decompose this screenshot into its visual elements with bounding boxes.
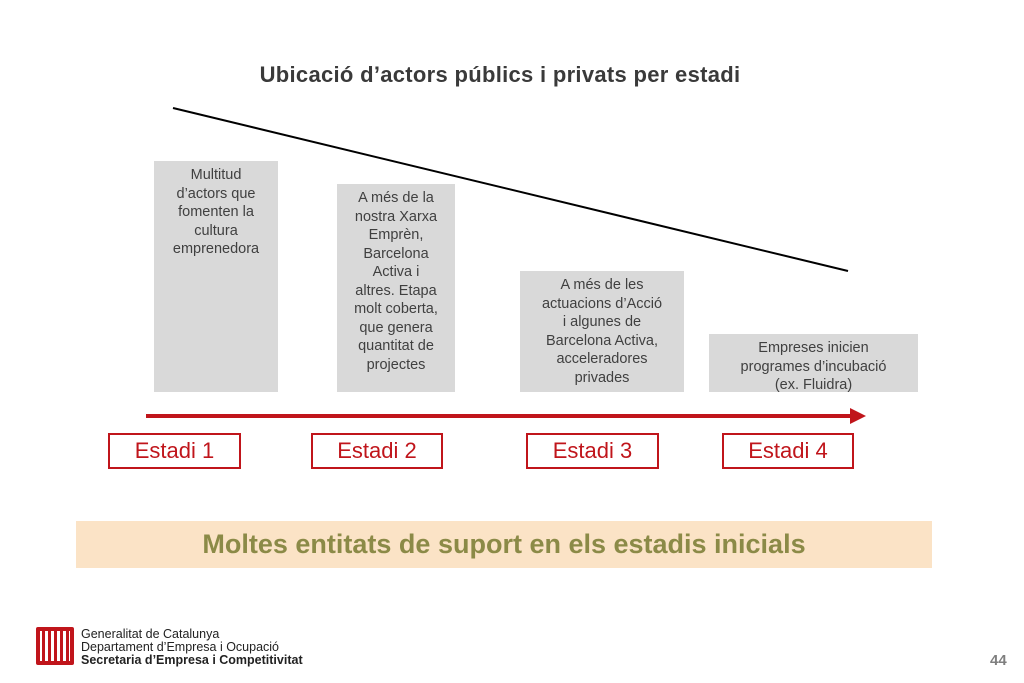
stage-2-box: A més de la nostra Xarxa Emprèn, Barcelona Activa i altres. Etapa molt coberta, que genera quantitat de projectes bbox=[337, 184, 455, 392]
timeline-arrow-head bbox=[850, 408, 866, 424]
org-name: Generalitat de Catalunya bbox=[81, 627, 220, 641]
department-name: Departament d’Empresa i Ocupació bbox=[81, 640, 280, 654]
stage-3-label: Estadi 3 bbox=[526, 433, 659, 469]
secretariat-name: Secretaria d’Empresa i Competitivitat bbox=[81, 653, 303, 667]
organization-info bbox=[81, 628, 303, 667]
page-number: 44 bbox=[990, 652, 1007, 669]
stage-4-label: Estadi 4 bbox=[722, 433, 854, 469]
stage-3-box: A més de les actuacions d’Acció i algunes de Barcelona Activa, acceleradores privades bbox=[520, 271, 684, 392]
slide-title: Ubicació d’actors públics i privats per estadi bbox=[259, 62, 741, 87]
stage-1-box: Multitud d’actors que fomenten la cultura emprenedora bbox=[154, 161, 278, 392]
generalitat-logo-icon bbox=[36, 627, 74, 665]
summary-banner: Moltes entitats de suport en els estadis inicials bbox=[76, 521, 932, 568]
stage-1-label: Estadi 1 bbox=[108, 433, 241, 469]
stage-2-label: Estadi 2 bbox=[311, 433, 443, 469]
stage-4-box: Empreses inicien programes d’incubació (ex. Fluidra) bbox=[709, 334, 918, 392]
